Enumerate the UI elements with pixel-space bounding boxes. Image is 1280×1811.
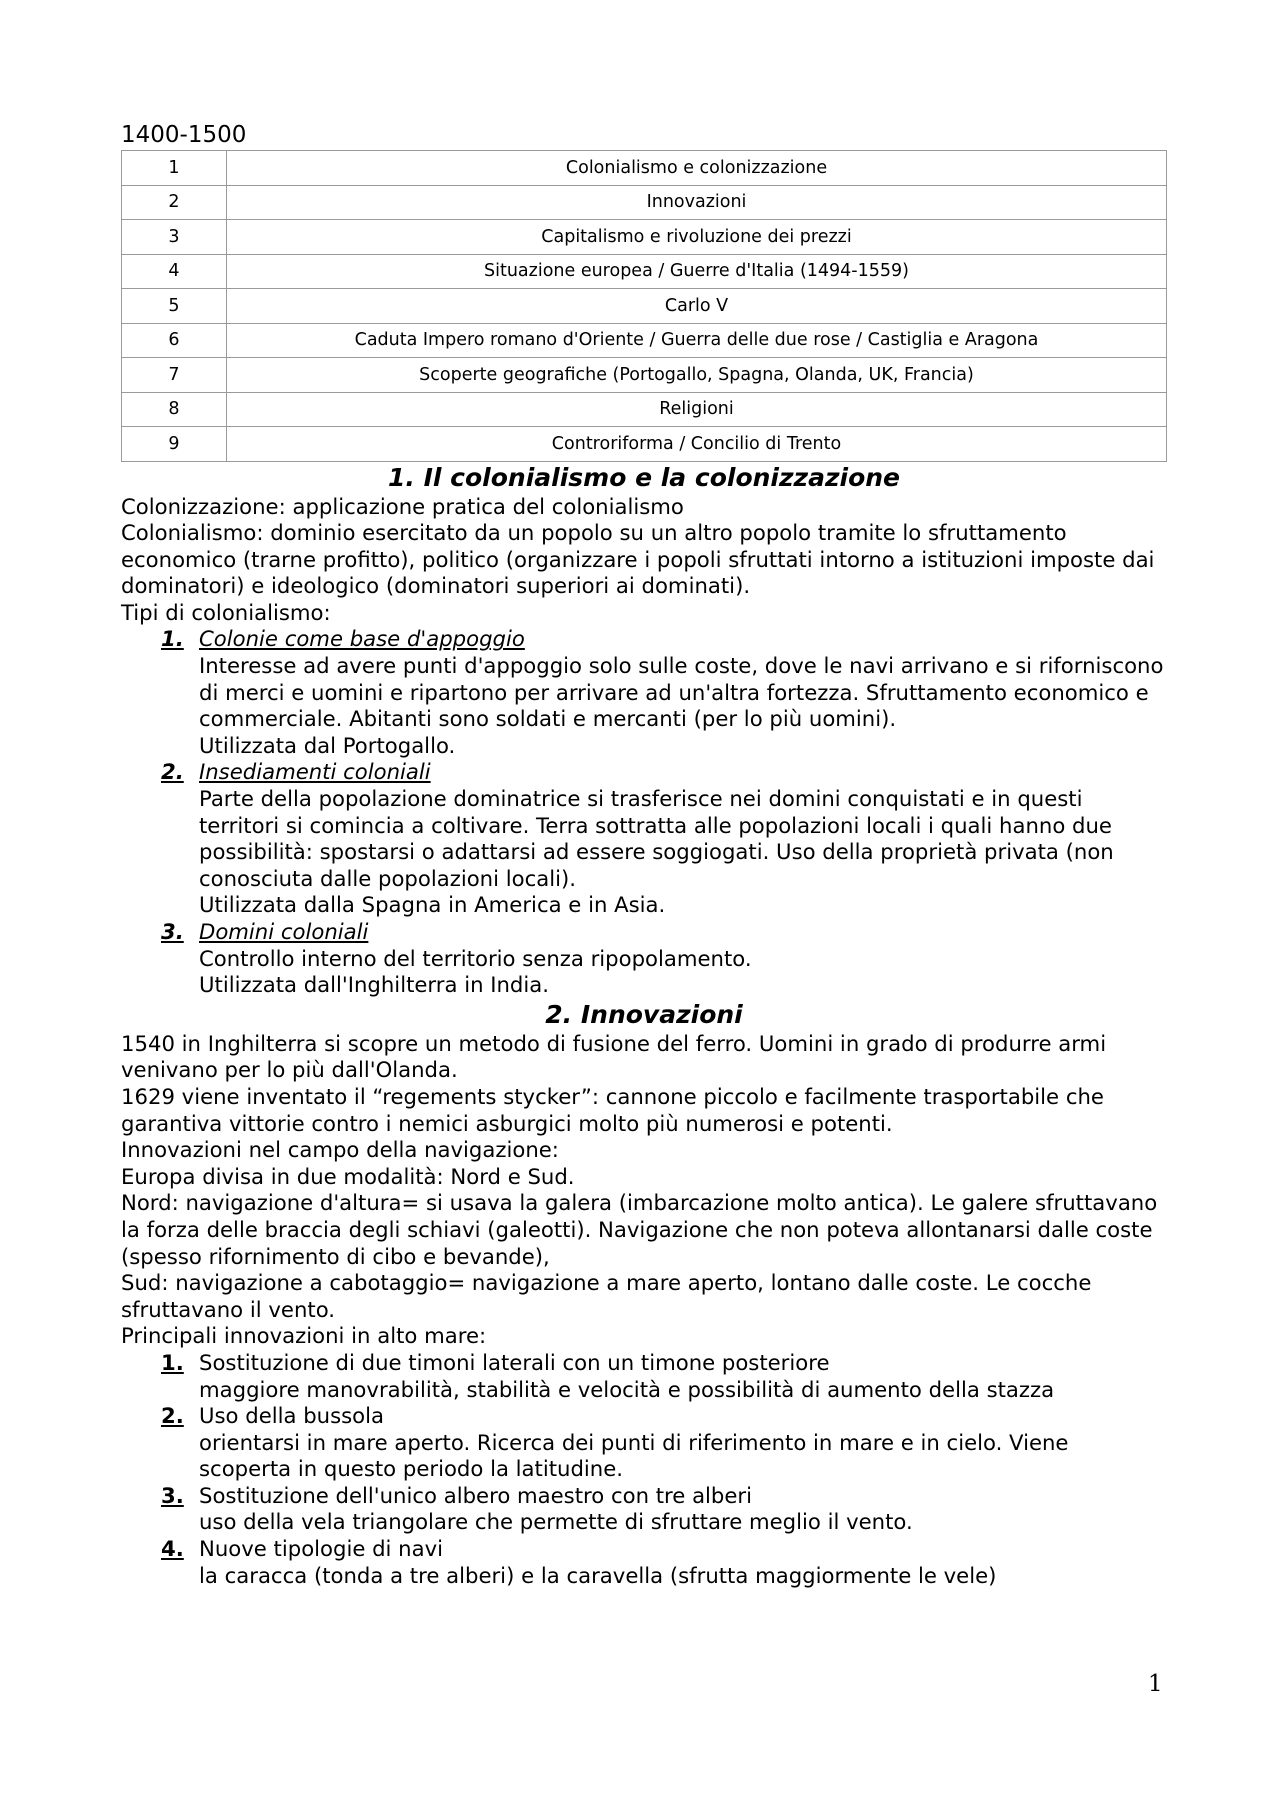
paragraph: 1540 in Inghilterra si scopre un metodo di fusione del ferro. Uomini in grado di produrre armi venivano per lo più dall'Olanda. [121, 1030, 1107, 1083]
toc-number: 6 [122, 323, 227, 358]
innovations-list [121, 1350, 1167, 1589]
list-item [121, 1483, 1167, 1536]
table-row [122, 358, 1167, 393]
paragraph: Europa divisa in due modalità: Nord e Sud. [121, 1163, 575, 1189]
toc-number: 2 [122, 185, 227, 220]
table-row [122, 289, 1167, 324]
toc-number: 8 [122, 392, 227, 427]
table-row [122, 254, 1167, 289]
toc-title: Religioni [227, 392, 1167, 427]
colonialism-types-list [121, 626, 1167, 998]
item-description: Utilizzata dal Portogallo. [199, 732, 456, 758]
item-number: 3. [161, 1482, 184, 1508]
toc-number: 1 [122, 151, 227, 186]
toc-title: Carlo V [227, 289, 1167, 324]
item-number: 1. [161, 1349, 184, 1375]
item-number: 4. [161, 1536, 184, 1562]
paragraph: Sud: navigazione a cabotaggio= navigazione a mare aperto, lontano dalle coste. Le cocche sfruttavano il vento. [121, 1270, 1092, 1322]
list-item [121, 626, 1167, 759]
toc-title: Situazione europea / Guerre d'Italia (1494-1559) [227, 254, 1167, 289]
item-number: 1. [161, 626, 184, 652]
list-item [121, 1403, 1167, 1483]
item-title: Nuove tipologie di navi [199, 1536, 444, 1562]
item-description: Utilizzata dall'Inghilterra in India. [199, 972, 549, 998]
paragraph: Nord: navigazione d'altura= si usava la galera (imbarcazione molto antica). Le galere sfruttavano la forza delle braccia degli schiavi (galeotti). Navigazione che non poteva allontanarsi dalle coste (spesso rifornimento di cibo e bevande), [121, 1190, 1158, 1269]
item-description: maggiore manovrabilità, stabilità e velocità e possibilità di aumento della stazza [199, 1376, 1055, 1402]
item-number: 2. [161, 1403, 184, 1429]
table-row [122, 151, 1167, 186]
item-description: Parte della popolazione dominatrice si trasferisce nei domini conquistati e in questi territori si comincia a coltivare. Terra sottratta alle popolazioni locali i quali hanno due possibilità: spostarsi o adattarsi ad essere soggiogati. Uso della proprietà privata (non conosciuta dalle popolazioni locali). [199, 786, 1114, 891]
toc-number: 9 [122, 427, 227, 462]
toc-title: Caduta Impero romano d'Oriente / Guerra delle due rose / Castiglia e Aragona [227, 323, 1167, 358]
paragraph: 1629 viene inventato il “regements stycker”: cannone piccolo e facilmente trasportabile che garantiva vittorie contro i nemici asburgici molto più numerosi e potenti. [121, 1083, 1104, 1136]
toc-number: 3 [122, 220, 227, 255]
toc-title: Scoperte geografiche (Portogallo, Spagna, Olanda, UK, Francia) [227, 358, 1167, 393]
item-description: uso della vela triangolare che permette di sfruttare meglio il vento. [199, 1509, 913, 1535]
toc-title: Colonialismo e colonizzazione [227, 151, 1167, 186]
table-row [122, 427, 1167, 462]
item-description: Utilizzata dalla Spagna in America e in Asia. [199, 892, 666, 918]
item-title: Insediamenti coloniali [199, 759, 431, 785]
section-1-heading: 1. Il colonialismo e la colonizzazione [387, 462, 901, 492]
item-number: 2. [161, 759, 184, 785]
date-range: 1400-1500 [121, 122, 247, 148]
item-title: Sostituzione di due timoni laterali con un timone posteriore [199, 1349, 830, 1375]
paragraph: Colonialismo: dominio esercitato da un popolo su un altro popolo tramite lo sfruttamento economico (trarne profitto), politico (organizzare i popoli sfruttati intorno a istituzioni imposte dai dominatori) e ideologico (dominatori superiori ai dominati). [121, 520, 1155, 599]
item-number: 3. [161, 919, 184, 944]
item-description: Controllo interno del territorio senza ripopolamento. [199, 945, 752, 971]
item-description: Interesse ad avere punti d'appoggio solo sulle coste, dove le navi arrivano e si riforniscono di merci e uomini e ripartono per arrivare ad un'altra fortezza. Sfruttamento economico e commerciale. Abitanti sono soldati e mercanti (per lo più uomini). [199, 653, 1164, 732]
paragraph: Principali innovazioni in alto mare: [121, 1323, 487, 1349]
page-number: 1 [1148, 1671, 1163, 1697]
list-item [121, 759, 1167, 919]
table-row [122, 392, 1167, 427]
toc-title: Capitalismo e rivoluzione dei prezzi [227, 220, 1167, 255]
item-description: la caracca (tonda a tre alberi) e la caravella (sfrutta maggiormente le vele) [199, 1562, 997, 1588]
toc-table [121, 150, 1167, 462]
item-title: Sostituzione dell'unico albero maestro con tre alberi [199, 1482, 753, 1508]
toc-title: Controriforma / Concilio di Trento [227, 427, 1167, 462]
table-row [122, 185, 1167, 220]
toc-number: 7 [122, 358, 227, 393]
paragraph: Colonizzazione: applicazione pratica del colonialismo [121, 493, 684, 519]
table-row [122, 323, 1167, 358]
section-2-heading: 2. Innovazioni [545, 999, 743, 1029]
paragraph: Innovazioni nel campo della navigazione: [121, 1137, 559, 1163]
paragraph: Tipi di colonialismo: [121, 599, 331, 625]
item-title: Uso della bussola [199, 1403, 385, 1429]
item-title: Colonie come base d'appoggio [199, 626, 525, 652]
table-row [122, 220, 1167, 255]
list-item [121, 1536, 1167, 1589]
list-item [121, 919, 1167, 999]
document-page [121, 120, 1167, 1589]
toc-number: 5 [122, 289, 227, 324]
toc-title: Innovazioni [227, 185, 1167, 220]
item-description: orientarsi in mare aperto. Ricerca dei punti di riferimento in mare e in cielo. Viene scoperta in questo periodo la latitudine. [199, 1429, 1069, 1482]
item-title: Domini coloniali [199, 919, 369, 944]
list-item [121, 1350, 1167, 1403]
toc-number: 4 [122, 254, 227, 289]
